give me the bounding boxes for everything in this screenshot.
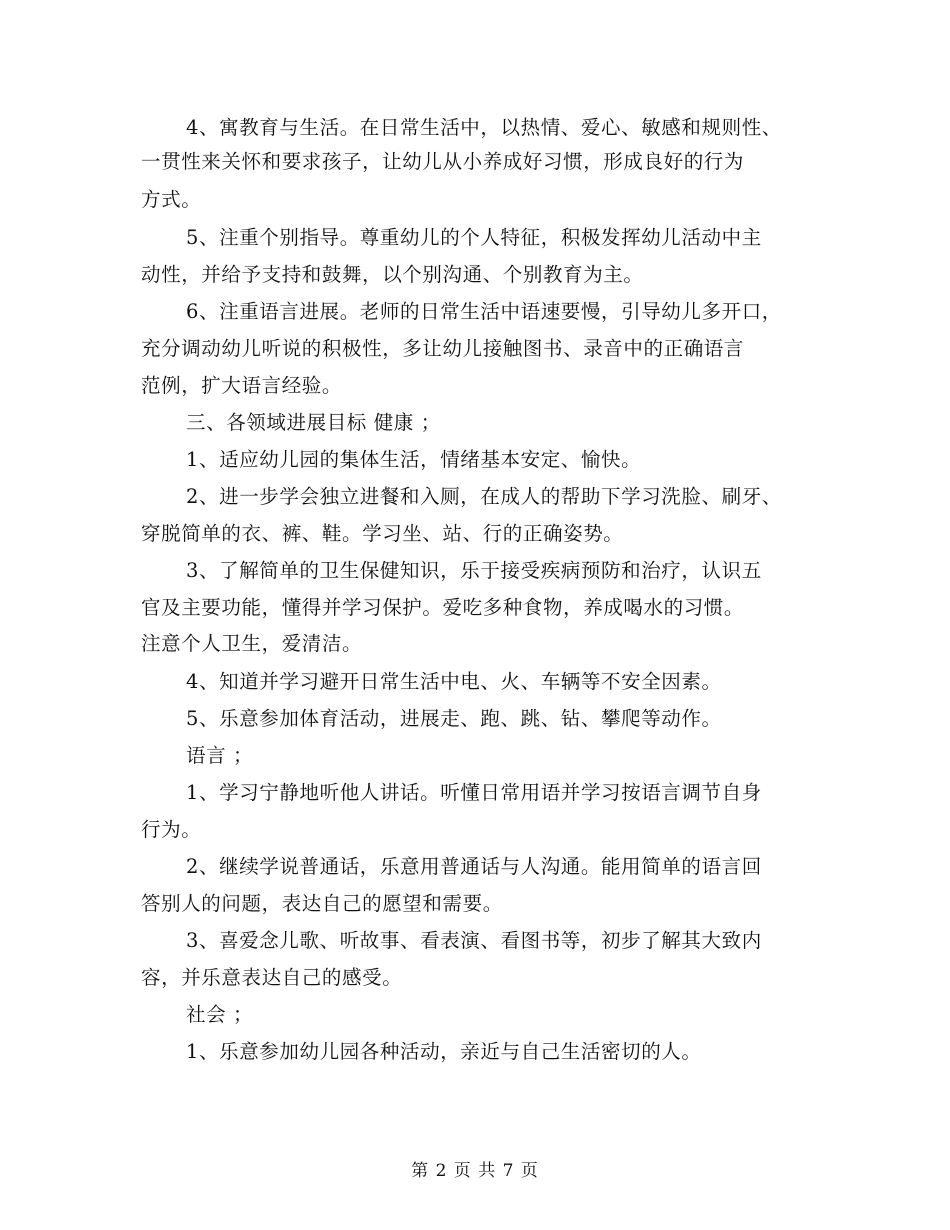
text-line: 方式。 (141, 188, 202, 211)
text-line: 3、了解简单的卫生保健知识，乐于接受疾病预防和治疗，认识五 (186, 559, 762, 582)
text-line: 答别人的问题，表达自己的愿望和需要。 (141, 892, 503, 915)
section-heading: 社会 ； (186, 1003, 254, 1026)
text-line: 官及主要功能，懂得并学习保护。爱吃多种食物，养成喝水的习惯。 (141, 596, 745, 619)
page-number-footer: 第 2 页 共 7 页 (411, 1161, 539, 1181)
text-line: 3、喜爱念儿歌、听故事、看表演、看图书等，初步了解其大致内 (186, 929, 762, 952)
text-line: 5、乐意参加体育活动，进展走、跑、跳、钻、攀爬等动作。 (186, 707, 722, 730)
text-line: 2、继续学说普通话，乐意用普通话与人沟通。能用简单的语言回 (186, 855, 762, 878)
text-line: 行为。 (141, 818, 202, 841)
text-line: 4、寓教育与生活。在日常生活中，以热情、爱心、敏感和规则性、 (186, 116, 782, 139)
section-heading: 语言 ； (186, 744, 254, 767)
text-line: 1、乐意参加幼儿园各种活动，亲近与自己生活密切的人。 (186, 1040, 702, 1063)
text-line: 2、进一步学会独立进餐和入厕，在成人的帮助下学习洗脸、刷牙、 (186, 485, 782, 508)
text-line: 6、注重语言进展。老师的日常生活中语速要慢，引导幼儿多开口， (186, 300, 782, 323)
section-heading: 三、各领域进展目标 健康 ； (186, 411, 441, 434)
text-line: 注意个人卫生，爱清洁。 (141, 632, 363, 655)
text-line: 5、注重个别指导。尊重幼儿的个人特征，积极发挥幼儿活动中主 (186, 226, 762, 249)
text-line: 4、知道并学习避开日常生活中电、火、车辆等不安全因素。 (186, 670, 722, 693)
text-line: 动性，并给予支持和鼓舞，以个别沟通、个别教育为主。 (141, 263, 644, 286)
text-line: 穿脱简单的衣、裤、鞋。学习坐、站、行的正确姿势。 (141, 522, 624, 545)
text-line: 容，并乐意表达自己的感受。 (141, 966, 403, 989)
text-line: 范例，扩大语言经验。 (141, 374, 343, 397)
text-line: 1、适应幼儿园的集体生活，情绪基本安定、愉快。 (186, 448, 642, 471)
text-line: 1、学习宁静地听他人讲话。听懂日常用语并学习按语言调节自身 (186, 781, 762, 804)
text-line: 充分调动幼儿听说的积极性，多让幼儿接触图书、录音中的正确语言 (141, 337, 745, 360)
text-line: 一贯性来关怀和要求孩子，让幼儿从小养成好习惯，形成良好的行为 (141, 150, 745, 173)
